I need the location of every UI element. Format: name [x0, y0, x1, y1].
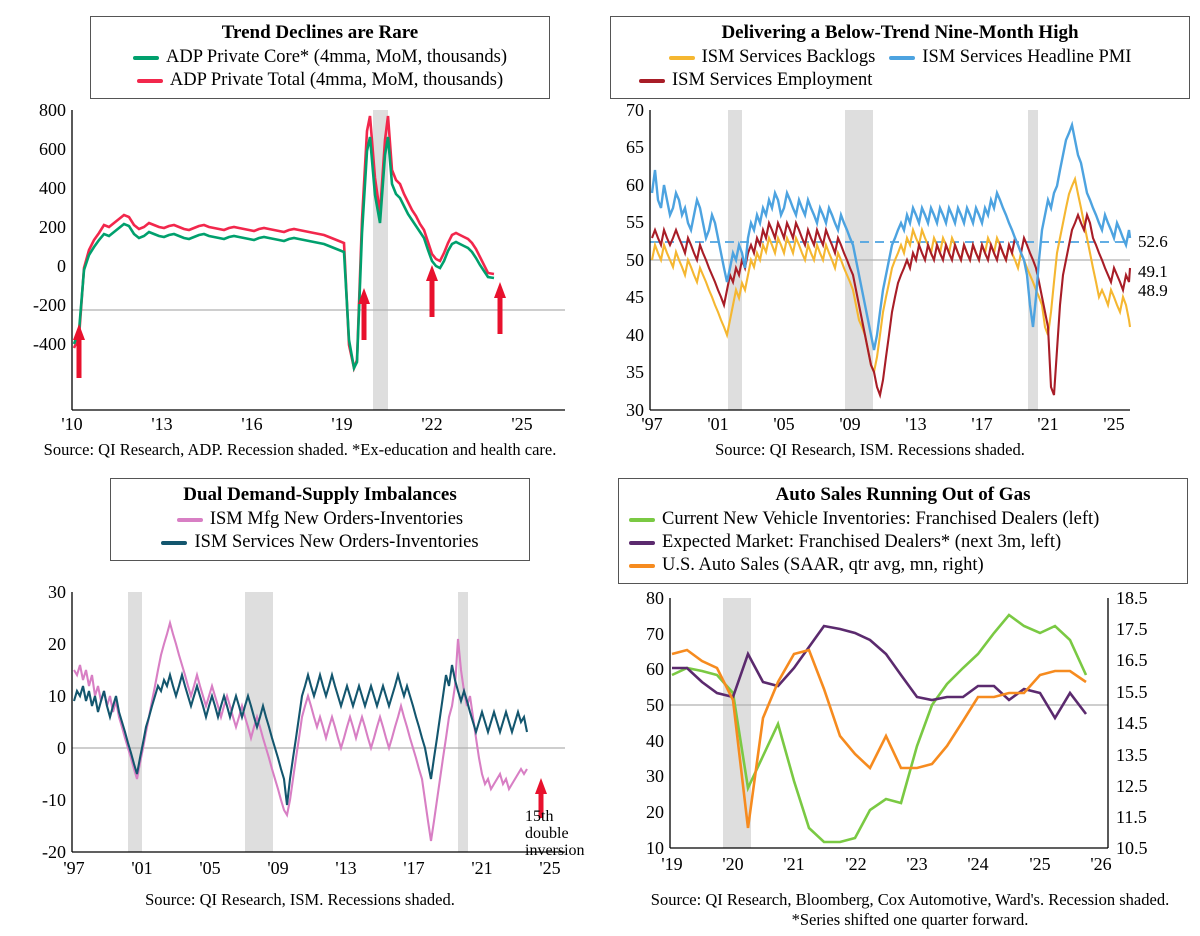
legend-label: Expected Market: Franchised Dealers* (next 3m, left)	[662, 532, 1062, 552]
svg-text:'01: '01	[707, 414, 729, 434]
svg-text:15.5: 15.5	[1116, 682, 1148, 702]
svg-text:'20: '20	[722, 854, 744, 874]
legend-label: Current New Vehicle Inventories: Franchised Dealers (left)	[662, 509, 1100, 529]
plot-area-ism	[610, 100, 1190, 440]
svg-text:800: 800	[39, 100, 66, 120]
legend-item	[629, 508, 1099, 531]
svg-text:'01: '01	[131, 858, 153, 878]
svg-text:'17: '17	[971, 414, 993, 434]
chart-title-adp: Trend Declines are Rare	[221, 22, 419, 43]
legend-box-imbalance	[110, 478, 530, 561]
legend-label: ISM Mfg New Orders-Inventories	[209, 509, 464, 529]
svg-text:18.5: 18.5	[1116, 588, 1148, 608]
plot-area-imbalance	[10, 582, 590, 882]
svg-text:'21: '21	[1037, 414, 1059, 434]
svg-text:20: 20	[646, 802, 664, 822]
legend-item	[669, 46, 876, 69]
legend-box-autos	[618, 478, 1188, 584]
legend-item	[137, 69, 503, 92]
chart-panel-autos	[618, 478, 1188, 584]
svg-text:10: 10	[646, 838, 664, 858]
legend-swatch-icon	[669, 56, 695, 60]
chart-title-autos: Auto Sales Running Out of Gas	[775, 484, 1031, 505]
svg-text:-400: -400	[33, 334, 66, 354]
legend-swatch-icon	[889, 56, 915, 60]
legend-label: ADP Private Total (4mma, MoM, thousands)	[169, 70, 504, 90]
legend-label: ADP Private Core* (4mma, MoM, thousands)	[165, 47, 508, 67]
svg-text:12.5: 12.5	[1116, 776, 1148, 796]
svg-text:'97: '97	[641, 414, 663, 434]
endpoint-label: 49.1	[1138, 262, 1168, 281]
svg-text:0: 0	[57, 738, 66, 758]
legend-box-adp	[90, 16, 550, 99]
svg-text:30: 30	[646, 766, 664, 786]
svg-text:35: 35	[626, 362, 644, 382]
svg-text:50: 50	[646, 695, 664, 715]
legend-label: ISM Services Headline PMI	[922, 47, 1132, 67]
legend-label: ISM Services Backlogs	[701, 47, 876, 67]
svg-text:'17: '17	[403, 858, 425, 878]
svg-text:'22: '22	[421, 414, 443, 434]
svg-text:70: 70	[646, 624, 664, 644]
svg-text:14.5: 14.5	[1116, 713, 1148, 733]
recession-band	[128, 592, 142, 852]
annotation-arrow	[426, 265, 438, 317]
chart-panel-ism	[610, 16, 1190, 99]
svg-text:-10: -10	[42, 790, 66, 810]
legend-label: ISM Services New Orders-Inventories	[194, 532, 479, 552]
svg-text:'05: '05	[199, 858, 221, 878]
legend-box-ism	[610, 16, 1190, 99]
svg-text:11.5: 11.5	[1116, 807, 1147, 827]
svg-text:'19: '19	[661, 854, 683, 874]
legend-item	[629, 531, 1061, 554]
legend-swatch-icon	[629, 541, 655, 545]
svg-text:'21: '21	[783, 854, 805, 874]
svg-text:65: 65	[626, 137, 644, 157]
legend-item	[639, 69, 872, 92]
svg-text:16.5: 16.5	[1116, 650, 1148, 670]
chart-title-ism: Delivering a Below-Trend Nine-Month High	[721, 22, 1079, 43]
legend-item	[177, 508, 463, 531]
source-note-autos: Source: QI Research, Bloomberg, Cox Automotive, Ward's. Recession shaded. *Series shifted one quarter forward.	[650, 890, 1170, 929]
legend-swatch-icon	[161, 541, 187, 545]
legend-swatch-icon	[177, 518, 203, 522]
svg-text:17.5: 17.5	[1116, 619, 1148, 639]
svg-text:-200: -200	[33, 295, 66, 315]
svg-text:'09: '09	[267, 858, 289, 878]
legend-swatch-icon	[133, 56, 159, 60]
svg-text:'26: '26	[1090, 854, 1112, 874]
svg-text:'25: '25	[1103, 414, 1125, 434]
annotation-arrow	[73, 324, 85, 378]
svg-text:600: 600	[39, 139, 66, 159]
legend-item	[161, 531, 478, 554]
svg-text:'23: '23	[906, 854, 928, 874]
recession-band	[458, 592, 468, 852]
legend-item	[133, 46, 507, 69]
svg-text:'25: '25	[1029, 854, 1051, 874]
svg-text:10: 10	[48, 686, 66, 706]
legend-item	[629, 554, 984, 577]
svg-text:20: 20	[48, 634, 66, 654]
legend-swatch-icon	[629, 564, 655, 568]
svg-text:45: 45	[626, 287, 644, 307]
svg-text:400: 400	[39, 178, 66, 198]
svg-text:'21: '21	[471, 858, 493, 878]
endpoint-label: 48.9	[1138, 281, 1168, 300]
plot-area-adp	[10, 100, 580, 440]
annotation-note-imbalance: 15th double inversion	[525, 808, 585, 859]
chart-title-imbalance: Dual Demand-Supply Imbalances	[183, 484, 457, 505]
legend-label: U.S. Auto Sales (SAAR, qtr avg, mn, right)	[662, 555, 984, 575]
legend-swatch-icon	[137, 79, 163, 83]
svg-text:40: 40	[626, 325, 644, 345]
svg-text:60: 60	[626, 175, 644, 195]
svg-text:'05: '05	[773, 414, 795, 434]
svg-text:'10: '10	[61, 414, 83, 434]
svg-text:'22: '22	[845, 854, 867, 874]
svg-text:70: 70	[626, 100, 644, 120]
legend-swatch-icon	[639, 79, 665, 83]
svg-text:'13: '13	[905, 414, 927, 434]
source-note-adp: Source: QI Research, ADP. Recession shaded. *Ex-education and health care.	[43, 440, 557, 459]
svg-text:200: 200	[39, 217, 66, 237]
svg-text:80: 80	[646, 588, 664, 608]
svg-text:'25: '25	[511, 414, 533, 434]
legend-swatch-icon	[629, 518, 655, 522]
svg-text:'13: '13	[335, 858, 357, 878]
svg-text:30: 30	[48, 582, 66, 602]
legend-item	[889, 46, 1131, 69]
chart-panel-adp	[90, 16, 550, 99]
svg-text:'24: '24	[967, 854, 989, 874]
svg-text:'97: '97	[63, 858, 85, 878]
svg-text:30: 30	[626, 400, 644, 420]
plot-area-autos	[610, 588, 1190, 888]
svg-text:10.5: 10.5	[1116, 838, 1148, 858]
svg-text:0: 0	[57, 256, 66, 276]
endpoint-label: 52.6	[1138, 232, 1168, 251]
svg-text:'13: '13	[151, 414, 173, 434]
svg-text:-20: -20	[42, 842, 66, 862]
svg-text:'25: '25	[539, 858, 561, 878]
svg-text:50: 50	[626, 250, 644, 270]
svg-text:13.5: 13.5	[1116, 745, 1148, 765]
svg-text:55: 55	[626, 212, 644, 232]
source-note-imbalance: Source: QI Research, ISM. Recessions shaded.	[145, 890, 455, 909]
annotation-arrow	[494, 282, 506, 334]
svg-text:60: 60	[646, 659, 664, 679]
svg-text:'16: '16	[241, 414, 263, 434]
chart-panel-imbalance	[110, 478, 530, 561]
svg-text:'19: '19	[331, 414, 353, 434]
svg-text:'09: '09	[839, 414, 861, 434]
svg-text:40: 40	[646, 731, 664, 751]
source-note-ism: Source: QI Research, ISM. Recessions shaded.	[715, 440, 1025, 459]
legend-label: ISM Services Employment	[672, 70, 873, 90]
